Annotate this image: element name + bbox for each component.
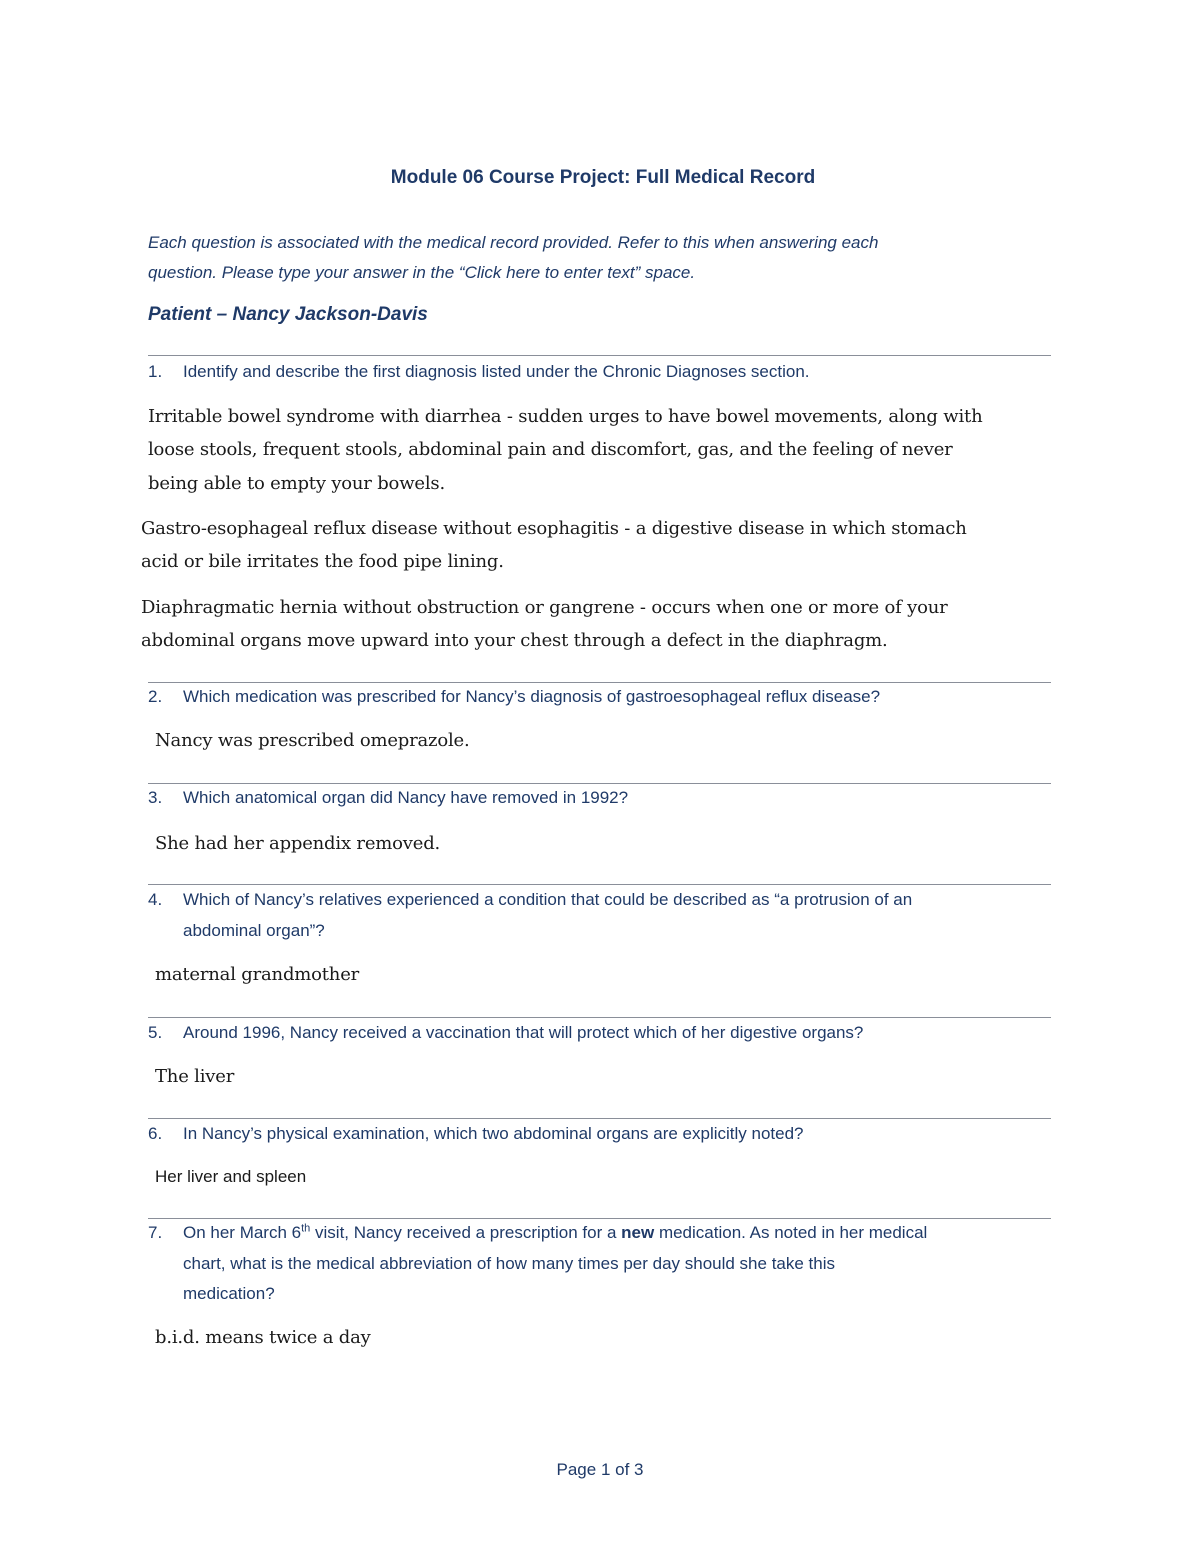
answer-field[interactable]: b.i.d. means twice a day [155, 1327, 371, 1348]
answer-line: Diaphragmatic hernia without obstruction or gangrene - occurs when one or more of your [141, 597, 948, 618]
question-number: 7. [148, 1223, 163, 1242]
instructions-line-2: question. Please type your answer in the “Click here to enter text” space. [148, 263, 696, 282]
answer-line: loose stools, frequent stools, abdominal pain and discomfort, gas, and the feeling of never [148, 439, 953, 460]
question-number: 6. [148, 1124, 163, 1143]
question-text: Around 1996, Nancy received a vaccination that will protect which of her digestive organs? [183, 1023, 864, 1042]
answer-field[interactable]: She had her appendix removed. [155, 833, 441, 854]
divider [148, 355, 1051, 356]
answer-line: abdominal organs move upward into your chest through a defect in the diaphragm. [141, 630, 888, 651]
question-text [183, 1223, 927, 1243]
divider [148, 1017, 1051, 1018]
divider [148, 682, 1051, 683]
emphasis-text: new [621, 1223, 655, 1242]
question-text: Which of Nancy’s relatives experienced a condition that could be described as “a protrusion of an [183, 890, 913, 909]
question-text-part: medication. As noted in her medical [654, 1223, 928, 1242]
divider [148, 1118, 1051, 1119]
question-number: 5. [148, 1023, 163, 1042]
question-number: 2. [148, 687, 163, 706]
answer-line: Gastro-esophageal reflux disease without esophagitis - a digestive disease in which stomach [141, 518, 967, 539]
question-number: 1. [148, 362, 163, 381]
instructions-line-1: Each question is associated with the medical record provided. Refer to this when answering each [148, 233, 879, 252]
question-text: In Nancy’s physical examination, which two abdominal organs are explicitly noted? [183, 1124, 804, 1143]
answer-line: acid or bile irritates the food pipe lining. [141, 551, 504, 572]
divider [148, 783, 1051, 784]
answer-field[interactable]: The liver [155, 1066, 235, 1087]
answer-field[interactable]: maternal grandmother [155, 964, 360, 985]
answer-line: Irritable bowel syndrome with diarrhea - sudden urges to have bowel movements, along with [148, 406, 983, 427]
question-text: abdominal organ”? [183, 921, 325, 940]
document-title: Module 06 Course Project: Full Medical Record [390, 167, 816, 188]
divider [148, 884, 1051, 885]
answer-field[interactable]: Her liver and spleen [155, 1167, 307, 1186]
answer-field[interactable]: Nancy was prescribed omeprazole. [155, 730, 470, 751]
question-text: Identify and describe the first diagnosis listed under the Chronic Diagnoses section. [183, 362, 810, 381]
superscript: th [301, 1222, 311, 1235]
divider [148, 1218, 1051, 1219]
page-number: Page 1 of 3 [556, 1460, 644, 1479]
question-number: 4. [148, 890, 163, 909]
question-text: medication? [183, 1284, 275, 1303]
answer-line: being able to empty your bowels. [148, 473, 445, 494]
question-text: Which medication was prescribed for Nancy’s diagnosis of gastroesophageal reflux disease? [183, 687, 881, 706]
question-text-part: On her March 6 [183, 1223, 302, 1242]
question-text: Which anatomical organ did Nancy have removed in 1992? [183, 788, 629, 807]
patient-name: Patient – Nancy Jackson-Davis [148, 304, 428, 325]
question-text-part: visit, Nancy received a prescription for a [310, 1223, 622, 1242]
question-number: 3. [148, 788, 163, 807]
question-text: chart, what is the medical abbreviation of how many times per day should she take this [183, 1254, 836, 1273]
